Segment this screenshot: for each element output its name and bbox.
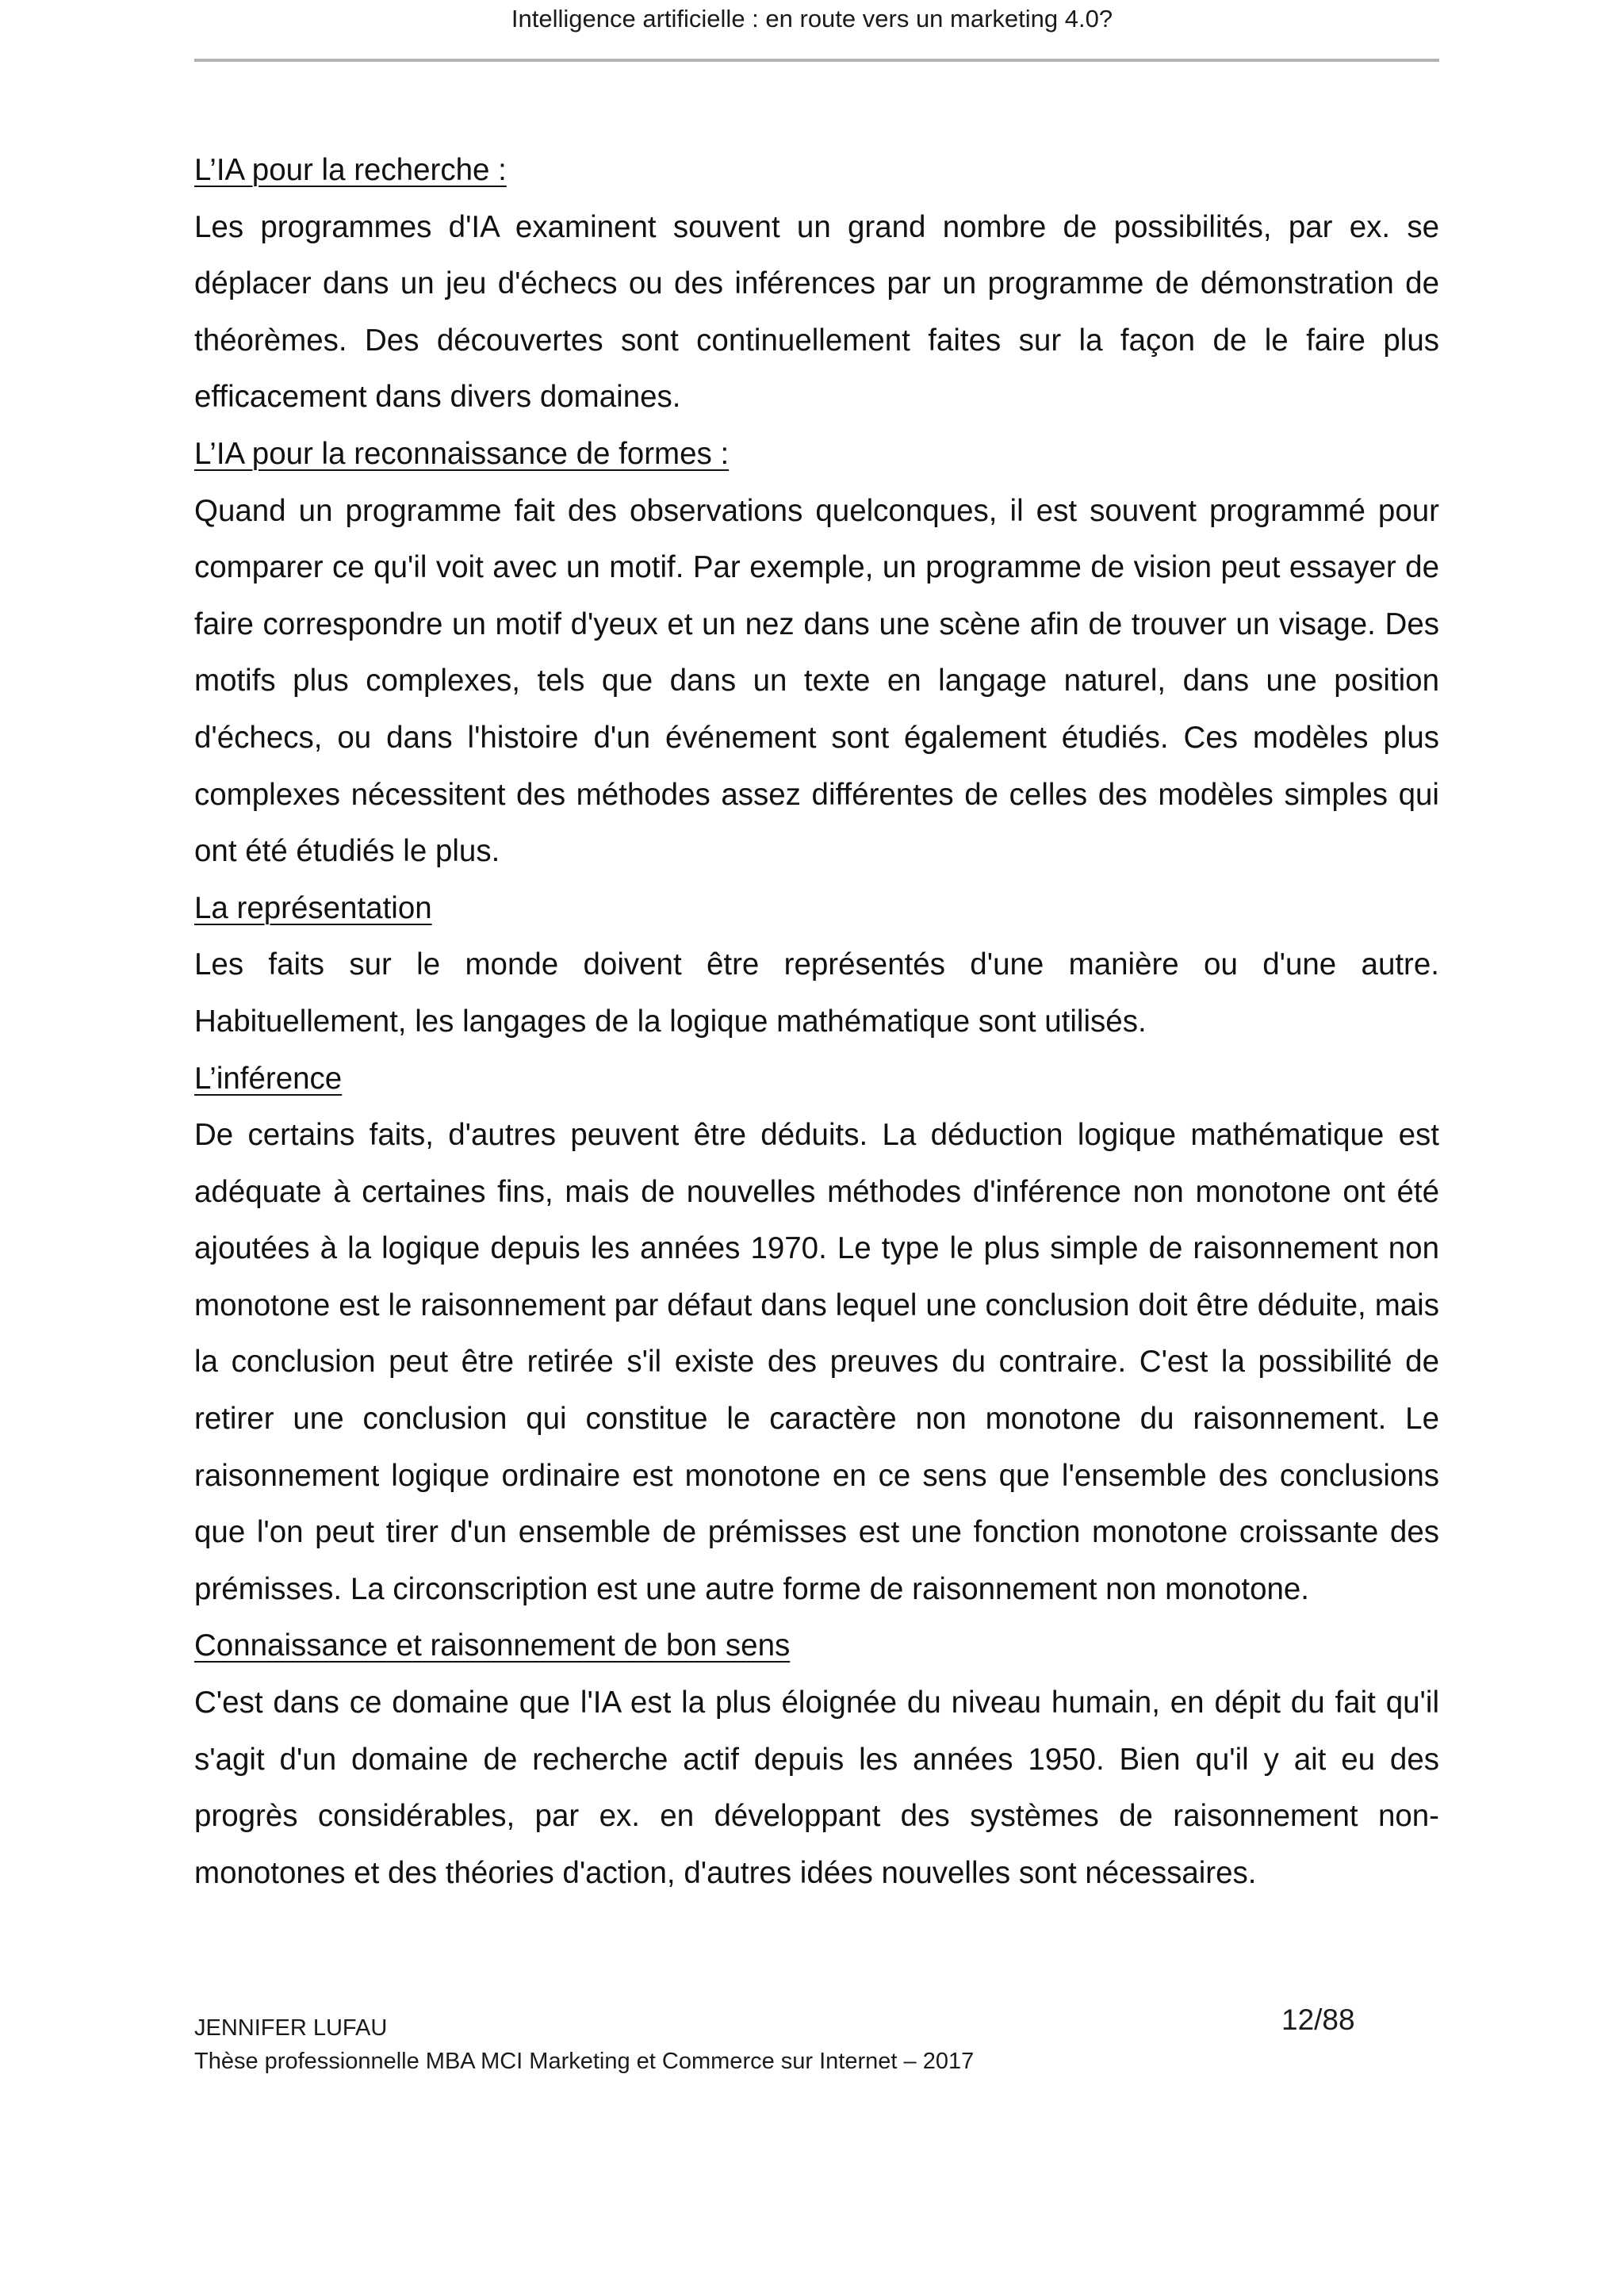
section-representation: [194, 880, 1439, 1050]
section-heading: L’inférence: [194, 1061, 343, 1096]
section-heading: L’IA pour la reconnaissance de formes :: [194, 436, 730, 471]
footer-thesis-title: Thèse professionnelle MBA MCI Marketing et Commerce sur Internet – 2017: [194, 2049, 975, 2074]
section-paragraph: De certains faits, d'autres peuvent être déduits. La déduction logique mathématique est adéquate à certaines fins, mais de nouvelles méthodes d'inférence non monotone ont été ajoutées à la logique depuis les années 1970. Le type le plus simple de raisonnement non monotone est le raisonnement par défaut dans lequel une conclusion doit être déduite, mais la conclusion peut être retirée s'il existe des preuves du contraire. C'est la possibilité de retirer une conclusion qui constitue le caractère non monotone du raisonnement. Le raisonnement logique ordinaire est monotone en ce sens que l'ensemble des conclusions que l'on peut tirer d'un ensemble de prémisses est une fonction monotone croissante des prémisses. La circonscription est une autre forme de raisonnement non monotone.: [194, 1118, 1439, 1606]
section-heading: La représentation: [194, 890, 432, 925]
section-paragraph: Les programmes d'IA examinent souvent un grand nombre de possibilités, par ex. se déplacer dans un jeu d'échecs ou des inférences par un programme de démonstration de théorèmes. Des découvertes sont continuellement faites sur la façon de le faire plus efficacement dans divers domaines.: [194, 209, 1439, 415]
section-heading: Connaissance et raisonnement de bon sens: [194, 1628, 791, 1663]
section-bon-sens: [194, 1617, 1439, 1901]
section-inference: [194, 1050, 1439, 1618]
section-ia-reconnaissance-formes: [194, 426, 1439, 880]
section-ia-recherche: [194, 142, 1439, 426]
footer-author: JENNIFER LUFAU: [194, 2015, 388, 2041]
page-number: 12/88: [1281, 2003, 1355, 2036]
document-body: [194, 142, 1439, 1901]
section-paragraph: C'est dans ce domaine que l'IA est la plus éloignée du niveau humain, en dépit du fait qu'il s'agit d'un domaine de recherche actif depuis les années 1950. Bien qu'il y ait eu des progrès considérables, par ex. en développant des systèmes de raisonnement non-monotones et des théories d'action, d'autres idées nouvelles sont nécessaires.: [194, 1686, 1439, 1890]
header-divider: [194, 59, 1439, 62]
section-heading: L’IA pour la recherche :: [194, 153, 507, 187]
running-header-title: Intelligence artificielle : en route vers un marketing 4.0?: [511, 5, 1113, 33]
section-paragraph: Les faits sur le monde doivent être représentés d'une manière ou d'une autre. Habituellement, les langages de la logique mathématique sont utilisés.: [194, 947, 1439, 1039]
section-paragraph: Quand un programme fait des observations quelconques, il est souvent programmé pour comparer ce qu'il voit avec un motif. Par exemple, un programme de vision peut essayer de faire correspondre un motif d'yeux et un nez dans une scène afin de trouver un visage. Des motifs plus complexes, tels que dans un texte en langage naturel, dans une position d'échecs, ou dans l'histoire d'un événement sont également étudiés. Ces modèles plus complexes nécessitent des méthodes assez différentes de celles des modèles simples qui ont été étudiés le plus.: [194, 493, 1439, 869]
